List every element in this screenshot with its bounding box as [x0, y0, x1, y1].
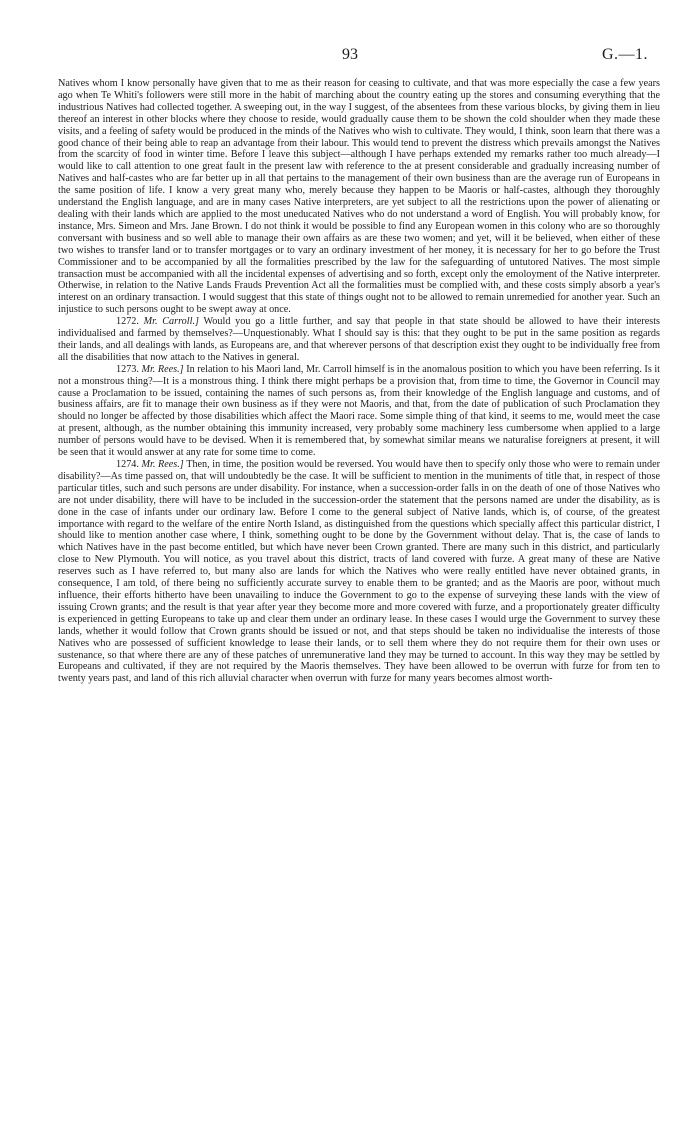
page-number: 93 [342, 46, 358, 63]
question-paragraph [58, 459, 660, 685]
page-header [0, 46, 700, 66]
paragraph-text: Natives whom I know personally have given that to me as their reason for ceasing to cultivate, and that was more especially the case a few years ago when Te Whiti's followers were still more in the habit of marching about the country eating up the stores and consuming everything that the industrious Natives had collected together. A sweeping out, in the way I suggest, of the absentees from these various blocks, by giving them in lieu thereof an interest in other blocks where they choose to reside, would gradually cause them to be shown the cold shoulder when they made these visits, and a feeling of safety would be produced in the minds of the Natives who wish to cultivate. They would, I think, soon learn that there was a good chance of their being able to reap an advantage from their labour. This would tend to prevent the distress which prevails amongst the Natives from the scarcity of food in winter time. Before I leave this subject—although I have perhaps extended my remarks rather too much already—I would like to call attention to one great fault in the present law with reference to the at present considerable and gradually increasing number of Natives and half-castes who are far better up in all that pertains to the management of their own business than are the average run of Europeans in the same position of life. I know a very great many who, merely because they happen to be Maoris or half-castes, although they thoroughly understand the English language, and are in many cases Native interpreters, are yet subject to all the restrictions upon the power of alienating or dealing with their lands which are applied to the most uneducated Natives who do not understand a word of English. You will probably know, for instance, Mrs. Simeon and Mrs. Jane Brown. I do not think it would be possible to find any European women in this colony who are so thoroughly conversant with business and so well able to manage their own affairs as are these two women; and yet, will it be believed, when either of these two wishes to transfer land or to transfer mortgages or to vary an ordinary investment of her money, it is necessary for her to go before the Trust Commissioner and to be accompanied by all the formalities prescribed by the law for the safeguarding of untutored Natives. The most simple transaction must be accompanied with all the incidental expenses of advertising and so forth, except only the emoloyment of the Native interpreter. Otherwise, in relation to the Native Lands Frauds Prevention Act all the formalities must be complied with, and these costs simply absorb a year's interest on an ordinary transaction. I would suggest that this state of things ought not to be allowed to remain unremedied for another year. Such an injustice to such persons ought to be swept away at once. [58, 78, 660, 316]
question-paragraph [58, 316, 660, 364]
question-number: 1272. [116, 316, 139, 328]
body-text [58, 78, 660, 685]
question-paragraph [58, 364, 660, 459]
paragraph [58, 78, 660, 316]
paragraph-text: Would you go a little further, and say that people in that state should be allowed to have their interests individualised and farmed by themselves?—Unquestionably. What I should say is this: that they ought to be put in the same position as regards their lands, and all dealings with lands, as Europeans are, and that wherever persons of that description exist they ought to be individually free from all the disabilities that now attach to the Natives in general. [58, 316, 661, 363]
speaker: Mr. Rees.] [141, 459, 184, 470]
paragraph-text: In relation to his Maori land, Mr. Carroll himself is in the anomalous position to which you have been referring. Is it not a monstrous thing?—It is a monstrous thing. I think there might perhaps be a provision that, from time to time, the Governor in Council may cause a Proclamation to be issued, containing the names of such persons as, from their knowledge of the English language and customs, and of business affairs, are fit to manage their own business as if they were not Maoris, and that, from the date of publication of such Proclamation they should no longer be affected by those disabilities which affect the Maori race. Some simple thing of that kind, it seems to me, would meet the case at present, although, as the number obtaining this immunity increased, very probably some machinery less cumbersome when applied to a large number of persons would have to be devised. When it is remembered that, by somewhat similar means we naturalise foreigners at present, it will be seen that it would answer at any rate for some time to come. [58, 363, 661, 459]
question-number: 1273. [116, 363, 139, 375]
paragraph-text: Then, in time, the position would be reversed. You would have then to specify only those who were to remain under disability?—As time passed on, that will undoubtedly be the case. It will be sufficient to mention in the muniments of title that, in respect of those particular titles, such and such persons are under disability. For instance, when a succession-order falls in on the death of one of those Natives who are not under disability, there will have to be included in the succession-order the statement that the persons named are under the disability, as is done in the case of infants under our ordinary law. Before I come to the general subject of Native lands, which is, of course, of the greatest importance with regard to the welfare of the entire North Island, as distinguished from the questions which specially affect this particular district, I should like to mention another case where, I think, something ought to be done by the Government without delay. That is, the case of lands to which Natives have in the past become entitled, but which have never been Crown granted. There are many such in this district, and particularly close to New Plymouth. You will notice, as you travel about this district, tracts of land covered with furze. A great many of these are Native reserves such as I have referred to, but many also are lands for which the Natives who were really entitled have never obtained grants, in consequence, I am told, of there being no sufficiently accurate survey to enable them to be granted; and as the Maoris are poor, without much influence, their efforts hitherto have been unavailing to induce the Government to go to the expense of surveying these lands with the view of issuing Crown grants; and the result is that year after year they become more and more covered with furze, and a proportionately greater difficulty is experienced in getting Europeans to take up and clear them under an ordinary lease. In these cases I would urge the Government to survey these lands, whether it would follow that Crown grants should be issued or not, and that steps should be taken no individualise the interests of those Natives who are possessed of sufficient knowledge to lease their lands, or to sell them where they do not require them for their own uses or sustenance, so that where there are any of these patches of unremunerative land they may be turned to account. In this way they may be settled by Europeans and cultivated, if they are not required by the Maoris themselves. They have been allowed to be overrun with furze for from ten to twenty years past, and land of this rich alluvial character when overrun with furze for many years becomes almost worth- [58, 459, 660, 685]
speaker: Mr. Rees.] [141, 363, 184, 375]
speaker: Mr. Carroll.] [143, 316, 199, 328]
question-number: 1274. [116, 459, 139, 470]
document-reference: G.—1. [601, 46, 648, 63]
